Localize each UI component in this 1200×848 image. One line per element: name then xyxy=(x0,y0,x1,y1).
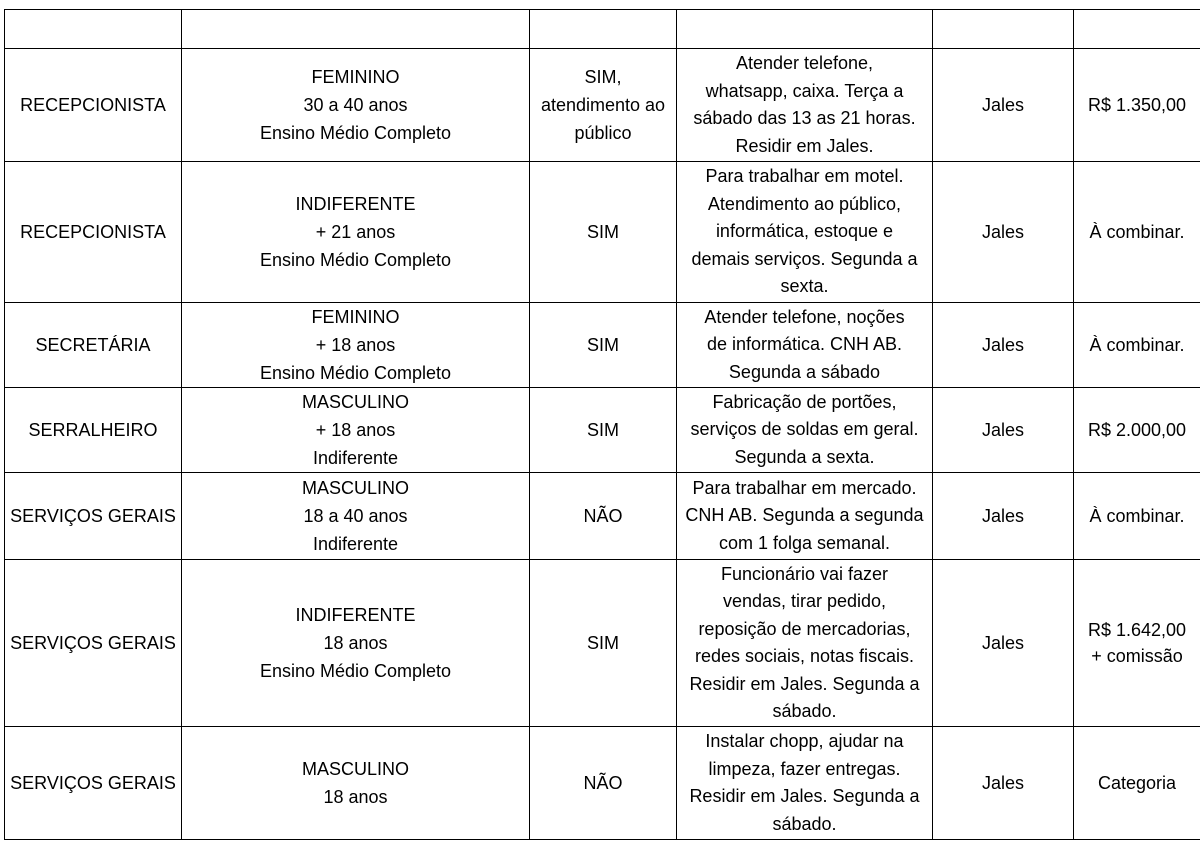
cell-experience-line: atendimento ao xyxy=(540,95,666,115)
job-listings-table xyxy=(4,9,1200,840)
cell-description-line: sábado. xyxy=(772,813,837,834)
cell-description-line: Atendimento ao público, xyxy=(707,193,902,214)
cell-profile-line: Ensino Médio Completo xyxy=(259,661,452,681)
cell-description-line: Para trabalhar em motel. xyxy=(705,166,904,187)
cell-profile-line: MASCULINO xyxy=(301,392,409,412)
cell-salary xyxy=(1074,162,1200,303)
cell-salary-line: + comissão xyxy=(1091,646,1183,666)
cell-description-line: Instalar chopp, ajudar na xyxy=(705,731,904,751)
cell-position: SERVIÇOS GERAIS xyxy=(5,473,182,560)
header-cell-salary xyxy=(1074,10,1200,49)
cell-salary xyxy=(1074,49,1200,162)
cell-profile-line: Ensino Médio Completo xyxy=(259,250,452,270)
cell-city: Jales xyxy=(933,49,1074,162)
cell-description-line: Atender telefone, xyxy=(735,53,874,73)
cell-position: SERRALHEIRO xyxy=(5,388,182,473)
cell-profile-line: INDIFERENTE xyxy=(295,194,416,214)
cell-description-line: Residir em Jales. xyxy=(735,135,874,156)
cell-profile-line: INDIFERENTE xyxy=(295,605,416,625)
cell-description-line: whatsapp, caixa. Terça a xyxy=(705,80,904,101)
cell-profile xyxy=(182,162,530,303)
cell-description-line: serviços de soldas em geral. xyxy=(690,419,919,440)
cell-description-line: redes sociais, notas fiscais. xyxy=(694,646,915,666)
job-rows xyxy=(5,49,1200,840)
cell-city: Jales xyxy=(933,473,1074,560)
cell-profile xyxy=(182,303,530,388)
cell-profile-line: 18 anos xyxy=(323,633,388,653)
cell-city: Jales xyxy=(933,303,1074,388)
cell-experience-line: NÃO xyxy=(583,773,623,793)
cell-description-line: Funcionário vai fazer xyxy=(720,563,889,584)
cell-experience-line: SIM xyxy=(586,633,619,653)
cell-experience-line: SIM xyxy=(586,222,619,242)
cell-profile-line: + 18 anos xyxy=(315,335,396,355)
cell-profile-line: FEMININO xyxy=(311,307,400,327)
cell-description xyxy=(677,303,933,388)
cell-salary-line: R$ 1.642,00 xyxy=(1087,620,1187,640)
cell-city: Jales xyxy=(933,727,1074,840)
cell-description-line: com 1 folga semanal. xyxy=(718,532,891,553)
cell-description-line: limpeza, fazer entregas. xyxy=(708,758,901,779)
cell-salary xyxy=(1074,473,1200,560)
cell-description xyxy=(677,473,933,560)
cell-profile-line: MASCULINO xyxy=(301,478,409,498)
cell-experience xyxy=(530,727,677,840)
cell-experience-line: NÃO xyxy=(583,506,623,526)
cell-position: SERVIÇOS GERAIS xyxy=(5,560,182,727)
cell-description-line: Residir em Jales. Segunda a xyxy=(689,786,920,806)
cell-description xyxy=(677,727,933,840)
table-row xyxy=(5,727,1200,840)
cell-salary-line: R$ 1.350,00 xyxy=(1087,95,1187,115)
cell-salary-line: À combinar. xyxy=(1089,222,1185,242)
cell-profile-line: 30 a 40 anos xyxy=(303,95,408,115)
cell-profile-line: 18 anos xyxy=(323,787,388,807)
cell-profile-line: MASCULINO xyxy=(301,759,409,779)
cell-position: RECEPCIONISTA xyxy=(5,49,182,162)
cell-profile xyxy=(182,560,530,727)
cell-description-line: Fabricação de portões, xyxy=(712,391,897,412)
cell-description xyxy=(677,388,933,473)
cell-profile-line: Indiferente xyxy=(312,448,399,468)
cell-profile xyxy=(182,388,530,473)
header-cell-description xyxy=(677,10,933,49)
cell-description-line: Para trabalhar em mercado. xyxy=(692,477,917,498)
cell-experience-line: SIM xyxy=(586,420,619,440)
cell-description-line: Residir em Jales. Segunda a xyxy=(689,673,920,694)
header-cell-city xyxy=(933,10,1074,49)
cell-profile-line: + 18 anos xyxy=(315,420,396,440)
header-cell-position xyxy=(5,10,182,49)
cell-experience xyxy=(530,49,677,162)
cell-profile-line: 18 a 40 anos xyxy=(303,506,408,526)
cell-salary-line: Categoria xyxy=(1097,773,1177,793)
cell-profile-line: Ensino Médio Completo xyxy=(259,363,452,383)
cell-profile-line: Indiferente xyxy=(312,534,399,554)
table-row xyxy=(5,560,1200,727)
cell-position: RECEPCIONISTA xyxy=(5,162,182,303)
cell-description-line: sábado das 13 as 21 horas. xyxy=(693,108,916,128)
header-cell-profile xyxy=(182,10,530,49)
cell-description-line: Atender telefone, noções xyxy=(704,306,905,327)
table-row xyxy=(5,162,1200,303)
cell-description-line: Segunda a sábado xyxy=(728,361,881,382)
table-row xyxy=(5,388,1200,473)
cell-experience-line: SIM, xyxy=(584,67,622,87)
header-row xyxy=(5,10,1200,49)
cell-description-line: reposição de mercadorias, xyxy=(698,618,911,639)
cell-salary xyxy=(1074,303,1200,388)
cell-salary xyxy=(1074,560,1200,727)
cell-description-line: vendas, tirar pedido, xyxy=(722,591,887,611)
cell-description-line: CNH AB. Segunda a segunda xyxy=(685,505,924,526)
table-row xyxy=(5,303,1200,388)
cell-salary xyxy=(1074,388,1200,473)
cell-profile-line: Ensino Médio Completo xyxy=(259,123,452,143)
cell-description-line: sexta. xyxy=(780,276,829,297)
table-row xyxy=(5,49,1200,162)
cell-description xyxy=(677,560,933,727)
cell-description xyxy=(677,49,933,162)
cell-description-line: demais serviços. Segunda a xyxy=(691,248,918,269)
cell-experience xyxy=(530,162,677,303)
cell-salary-line: R$ 2.000,00 xyxy=(1087,420,1187,440)
cell-experience-line: SIM xyxy=(586,335,619,355)
cell-salary-line: À combinar. xyxy=(1089,335,1185,355)
cell-profile xyxy=(182,473,530,560)
cell-city: Jales xyxy=(933,388,1074,473)
cell-description xyxy=(677,162,933,303)
cell-salary-line: À combinar. xyxy=(1089,506,1185,526)
cell-experience xyxy=(530,303,677,388)
cell-city: Jales xyxy=(933,162,1074,303)
cell-profile-line: FEMININO xyxy=(311,67,400,87)
cell-profile-line: + 21 anos xyxy=(315,222,396,242)
cell-city: Jales xyxy=(933,560,1074,727)
cell-experience-line: público xyxy=(574,123,632,143)
cell-description-line: de informática. CNH AB. xyxy=(706,334,903,355)
cell-salary xyxy=(1074,727,1200,840)
cell-description-line: Segunda a sexta. xyxy=(734,446,875,467)
table-row xyxy=(5,473,1200,560)
cell-experience xyxy=(530,473,677,560)
cell-description-line: sábado. xyxy=(772,701,837,721)
header-cell-experience xyxy=(530,10,677,49)
cell-experience xyxy=(530,388,677,473)
cell-profile xyxy=(182,49,530,162)
cell-position: SERVIÇOS GERAIS xyxy=(5,727,182,840)
cell-description-line: informática, estoque e xyxy=(715,221,894,242)
cell-experience xyxy=(530,560,677,727)
cell-profile xyxy=(182,727,530,840)
cell-position: SECRETÁRIA xyxy=(5,303,182,388)
